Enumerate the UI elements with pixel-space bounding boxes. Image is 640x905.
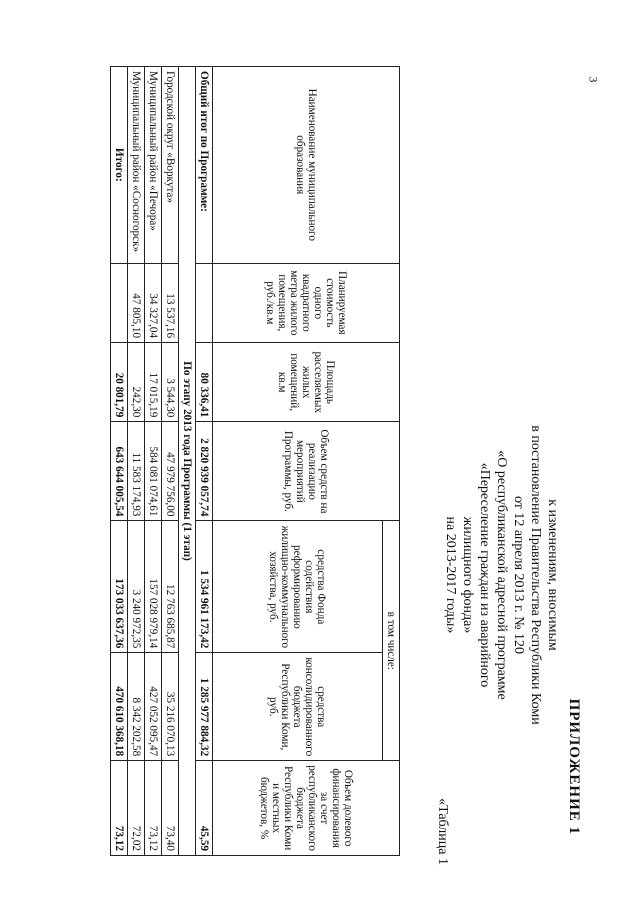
subtotal-row [111,67,128,856]
subtotal-area: 20 801,79 [111,343,128,422]
row-consolidated: 8 342 202,58 [128,653,145,761]
row-share: 73,40 [162,761,179,856]
row-name: Городской округ «Воркута» [162,67,179,264]
col-header-name: Наименование муниципального образования [213,67,400,264]
col-header-including: в том числе: [383,521,400,761]
col-header-area: Площадь расселяемых жилых помещений, кв.м [213,343,400,422]
row-share: 73,12 [145,761,162,856]
subtotal-cost [111,263,128,342]
header-line: от 12 апреля 2013 г. № 120 [511,495,526,655]
total-row [196,67,213,856]
row-consolidated: 427 052 095,47 [145,653,162,761]
section-title: По этапу 2013 года Программы (1 этап) [179,67,196,856]
row-cost: 13 537,16 [162,263,179,342]
subtotal-consolidated: 470 610 368,18 [111,653,128,761]
total-cost [196,263,213,342]
row-cost: 34 327,04 [145,263,162,342]
row-name: Муниципальный район «Печора» [145,67,162,264]
total-consolidated: 1 285 977 884,32 [196,653,213,761]
header-line: «Переселение граждан из аварийного [477,462,492,688]
row-consolidated: 35 216 070,13 [162,653,179,761]
total-share: 45,59 [196,761,213,856]
row-area: 3 544,30 [162,343,179,422]
row-fund: 157 028 979,14 [145,521,162,653]
total-area: 80 336,41 [196,343,213,422]
table-row [162,67,179,856]
header-line: жилищного фонда» [460,516,475,634]
appendix-title: ПРИЛОЖЕНИЕ 1 [566,698,582,835]
subtotal-share: 73,12 [111,761,128,856]
section-row [179,67,196,856]
page-number: 3 [586,76,601,83]
total-name: Общий итог по Программе: [196,67,213,264]
row-name: Муниципальный район «Сосногорск» [128,67,145,264]
total-fund: 1 534 961 173,42 [196,521,213,653]
row-share: 72,02 [128,761,145,856]
row-cost: 47 805,10 [128,263,145,342]
program-table [110,66,400,856]
table-row [128,67,145,856]
header-line: в постановление Правительства Республики Коми [528,425,543,725]
row-fund: 3 240 972,35 [128,521,145,653]
subtotal-fund: 173 033 637,36 [111,521,128,653]
subtotal-volume: 643 644 005,54 [111,422,128,521]
row-area: 17 015,19 [145,343,162,422]
row-volume: 47 979 756,00 [162,422,179,521]
col-header-share: Объем долевого финансирования за счет республиканского бюджета Республики Коми и местных бюджетов, % [213,761,400,856]
table-label: «Таблица 1 [435,798,450,865]
col-header-consolidated: средства консолидированного бюджета Республики Коми, руб. [213,653,383,761]
table-row [145,67,162,856]
table-header-row [383,67,400,856]
row-area: 242,30 [128,343,145,422]
col-header-cost: Планируемая стоимость одного квадратного метра жилого помещения, руб./кв.м [213,263,400,342]
document-header [442,315,582,835]
header-line: на 2013-2017 годы» [443,516,458,634]
row-volume: 584 081 074,61 [145,422,162,521]
header-line: «О республиканской адресной программе [494,450,509,700]
row-fund: 12 763 685,87 [162,521,179,653]
col-header-fund: средства Фонда содействия реформированию жилищно-коммунального хозяйства, руб. [213,521,383,653]
col-header-volume: Объем средств на реализацию мероприятий Программы, руб. [213,422,400,521]
header-line: к изменениям, вносимым [545,499,560,651]
total-volume: 2 820 939 057,74 [196,422,213,521]
row-volume: 11 583 174,93 [128,422,145,521]
subtotal-name: Итого: [111,67,128,264]
